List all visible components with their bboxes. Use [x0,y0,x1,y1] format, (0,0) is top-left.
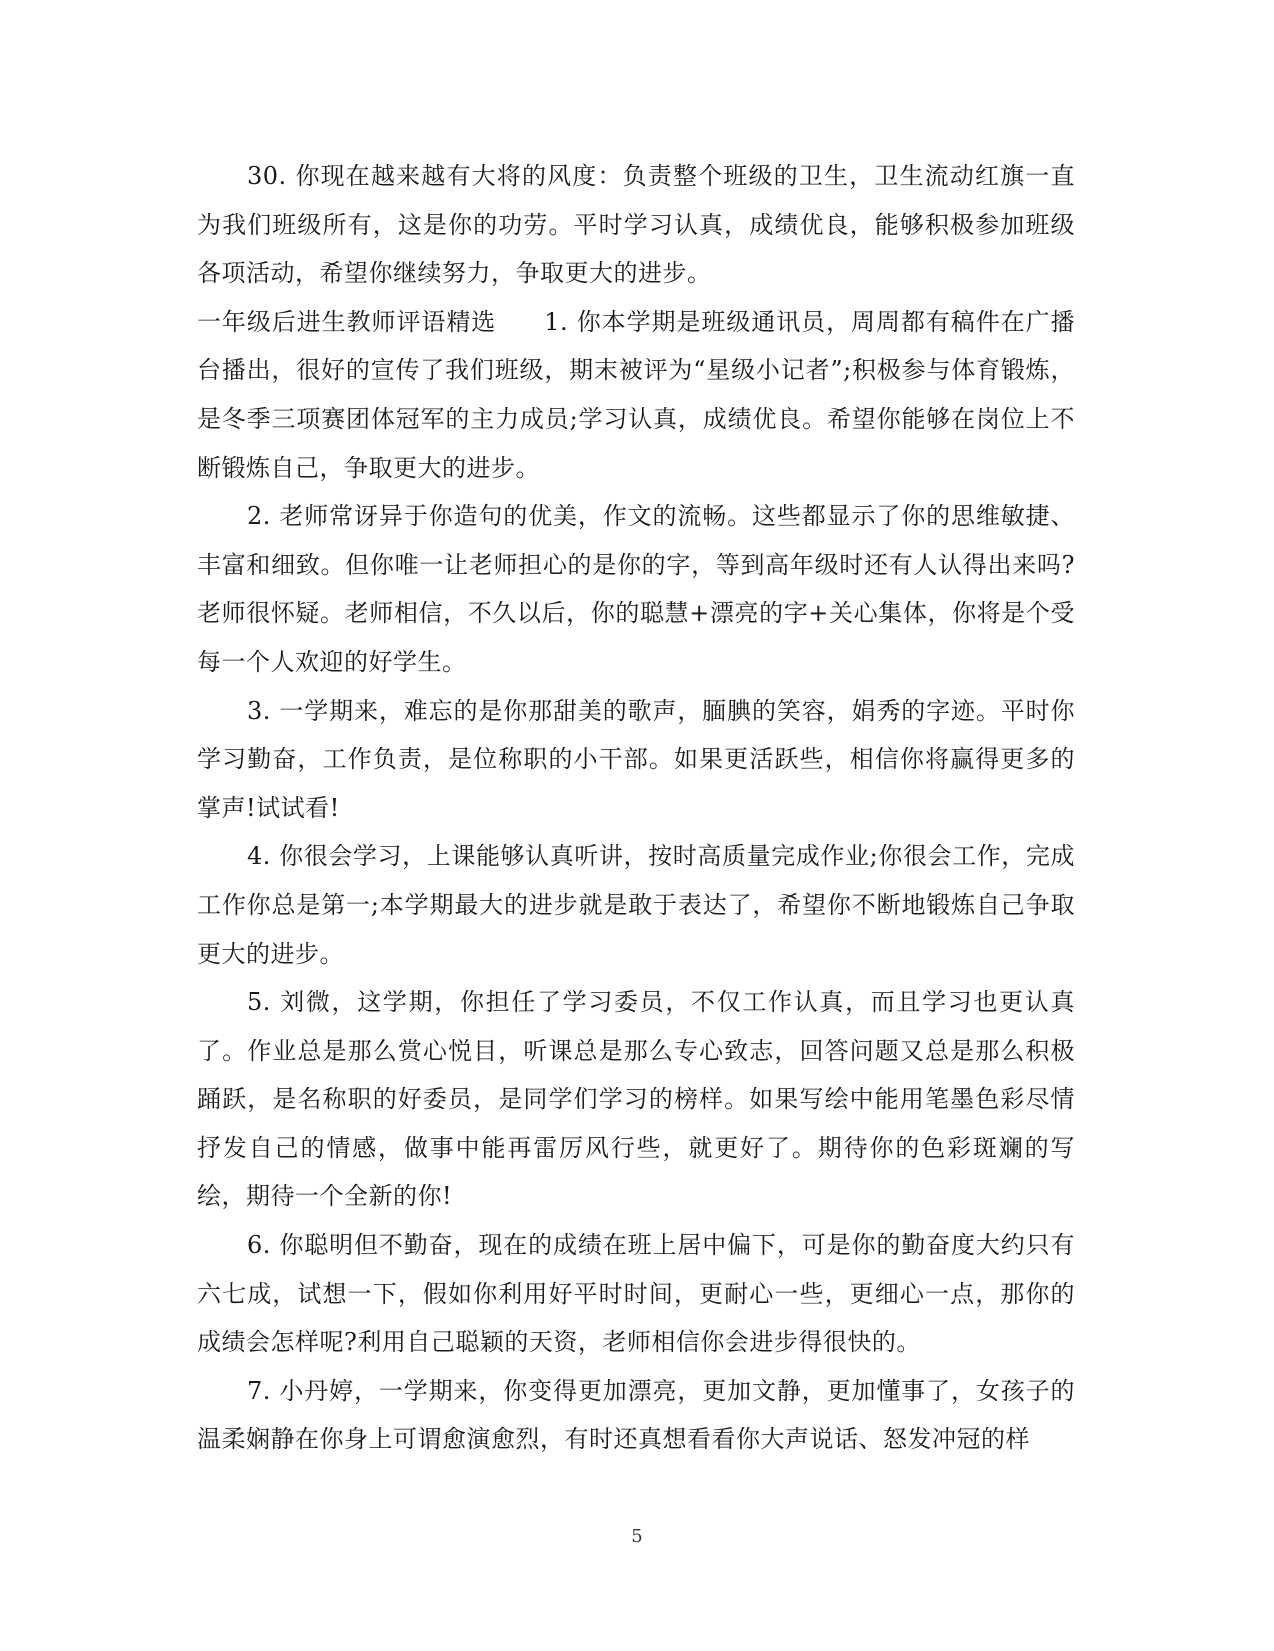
paragraph-4 [197,832,1075,978]
paragraph-30 [197,152,1075,298]
paragraph-3 [197,687,1075,833]
paragraph-3-text: 3. 一学期来，难忘的是你那甜美的歌声，腼腆的笑容，娟秀的字迹。平时你学习勤奋，工作负责，是位称职的小干部。如果更活跃些，相信你将赢得更多的掌声!试试看! [197,696,1075,822]
paragraph-1-text: 1. 你本学期是班级通讯员，周周都有稿件在广播台播出，很好的宣传了我们班级，期末被评为“星级小记者”;积极参与体育锻炼，是冬季三项赛团体冠军的主力成员;学习认真，成绩优良。希望你能够在岗位上不断锻炼自己，争取更大的进步。 [197,307,1076,482]
section-heading: 一年级后进生教师评语精选 [197,307,497,336]
paragraph-6-text: 6. 你聪明但不勤奋，现在的成绩在班上居中偏下，可是你的勤奋度大约只有六七成，试想一下，假如你利用好平时时间，更耐心一些，更细心一点，那你的成绩会怎样呢?利用自己聪颖的天资，老师相信你会进步得很快的。 [197,1231,1075,1357]
paragraph-7-text: 7. 小丹婷，一学期来，你变得更加漂亮，更加文静，更加懂事了，女孩子的温柔娴静在你身上可谓愈演愈烈，有时还真想看看你大声说话、怒发冲冠的样 [197,1376,1075,1454]
paragraph-6 [197,1221,1075,1367]
document-body [197,152,1075,1464]
paragraph-5 [197,978,1075,1221]
paragraph-1 [197,298,1075,492]
paragraph-7 [197,1367,1075,1464]
paragraph-5-text: 5. 刘微，这学期，你担任了学习委员，不仅工作认真，而且学习也更认真了。作业总是那么赏心悦目，听课总是那么专心致志，回答问题又总是那么积极踊跃，是名称职的好委员，是同学们学习的榜样。如果写绘中能用笔墨色彩尽情抒发自己的情感，做事中能再雷厉风行些，就更好了。期待你的色彩斑斓的写绘，期待一个全新的你! [197,988,1075,1211]
paragraph-2-text: 2. 老师常讶异于你造句的优美，作文的流畅。这些都显示了你的思维敏捷、丰富和细致。但你唯一让老师担心的是你的字，等到高年级时还有人认得出来吗?老师很怀疑。老师相信，不久以后，你的聪慧+漂亮的字+关心集体，你将是个受每一个人欢迎的好学生。 [197,502,1075,676]
paragraph-2 [197,492,1075,686]
page-number: 5 [631,1526,643,1547]
paragraph-4-text: 4. 你很会学习，上课能够认真听讲，按时高质量完成作业;你很会工作，完成工作你总是第一;本学期最大的进步就是敢于表达了，希望你不断地锻炼自己争取更大的进步。 [197,842,1075,968]
paragraph-30-text: 30. 你现在越来越有大将的风度：负责整个班级的卫生，卫生流动红旗一直为我们班级所有，这是你的功劳。平时学习认真，成绩优良，能够积极参加班级各项活动，希望你继续努力，争取更大的进步。 [197,162,1075,288]
